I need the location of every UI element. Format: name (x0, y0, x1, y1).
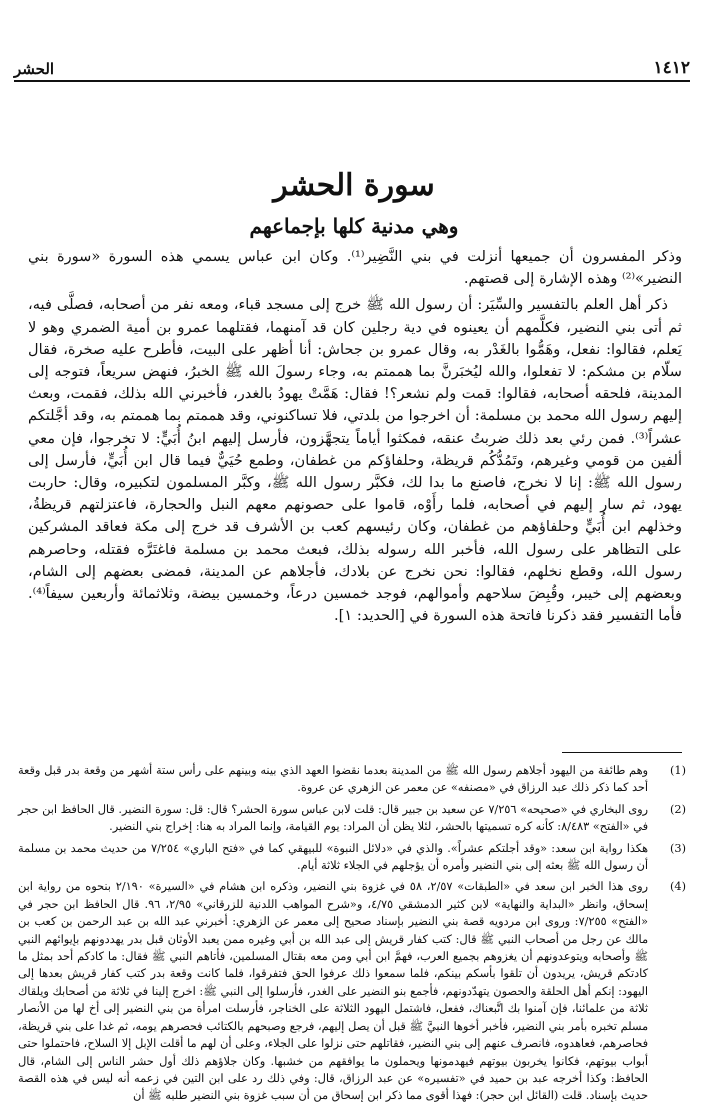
surah-title: سورة الحشر (273, 168, 435, 203)
surah-subtitle: وهي مدنية كلها بإجماعهم (249, 214, 459, 238)
footnote-text: روى البخاري في «صحيحه» ٧/٢٥٦ عن سعيد بن جبير قال: قلت لابن عباس سورة الحشر؟ قال: قل: سورة النضير. قال الحافظ ابن حجر في «الفتح» ٨/٤٨٣: كأنه كره تسميتها بالحشر، لئلا يظن أن المراد: يوم القيامة، وإنما المراد به هنا: إخراج بني النضير. (18, 802, 648, 834)
footnote (18, 762, 686, 797)
footnote-text: روى هذا الخبر ابن سعد في «الطبقات» ٢/٥٧، ٥٨ في غزوة بني النضير، وذكره ابن هشام في «السيرة» ٢/١٩٠ بنحوه من رواية ابن إسحاق، وانظر «البداية والنهاية» لابن كثير الدمشقي ٤/٧٥، و«شرح المواهب اللدنية للزرقاني» ٢/٩٥، ٩٦. قال الحافظ ابن حجر في «الفتح» ٧/٢٥٥: وروى ابن مردويه قصة بني النضير بإسناد صحيح إلى معمر عن الزهري: أخبرني عبد الله بن عبد الرحمن بن كعب بن مالك عن رجل من أصحاب النبي ﷺ قال: كتب كفار قريش إلى عبد الله بن أبي وغيره ممن يعبد الأوثان قبل بدر يهددونهم بإيوائهم النبي ﷺ وأصحابه ويتوعدونهم أن يغزوهم بجميع العرب، فهمَّ ابن أبي ومن معه بقتال المسلمين، فأتاهم النبي ﷺ فقال: ما كادكم أحد بمثل ما كادتكم قريش، يريدون أن تلقوا بأسكم بينكم، فلما سمعوا ذلك عرفوا الحق فتفرقوا، فلما كانت وقعة بدر كتب كفار قريش بعدها إلى اليهود: إنكم أهل الحلقة والحصون يتهدّدونهم، فأجمع بنو النضير على الغدر، فأرسلوا إلى النبي ﷺ: اخرج إلينا في ثلاثة من أصحابك ويلقاك ثلاثة من علمائنا، فإن آمنوا بك اتَّبعناك، ففعل، فاشتمل اليهود الثلاثة على الخناجر، فأرسلت امرأة من بني النضير إلى أخ لها من الأنصار مسلم تخبره بأمر بني النضير، فأخبر أخوها النبيَّ ﷺ قبل أن يصل إليهم، فرجع وصبحهم بالكتائب فحصرهم يومه، ثم غدا على بني قريظة، فحاصرهم، فعاهدوه، فانصرف عنهم إلى بني النضير، فقاتلهم حتى نزلوا على الجلاء، وعلى أن لهم ما أقلت الإبل إلا السلاح، فاحتملوا حتى أبواب بيوتهم، فكانوا يخربون بيوتهم فيهدمونها ويحملون ما يوافقهم من خشبها. وكان جلاؤهم ذلك أول حشر الناس إلى الشام، قال الحافظ: وكذا أخرجه عبد بن حميد في «تفسيره» عن عبد الرزاق، قال: وفي ذلك رد على ابن التين في زعمه أنه ليس في هذه القصة حديث بإسناد. قلت (القائل ابن حجر): فهذا أقوى مما ذكر ابن إسحاق من أن سبب غزوة بني النضير طلبه ﷺ أن (18, 880, 648, 1103)
chapter-name: الحشر (14, 60, 55, 78)
footnote-text: هكذا رواية ابن سعد: «وقد أجلتكم عشراً». والذي في «دلائل النبوة» للبيهقي كما في «فتح الباري» ٧/٢٥٤ من حديث محمد بن مسلمة أن رسول الله ﷺ بعثه إلى بني النضير وأمره أن يؤجلهم في الجلاء ثلاثة أيام. (18, 841, 648, 873)
header-rule (14, 80, 690, 82)
footnote (18, 840, 686, 875)
footnote-number: (1) (669, 764, 686, 777)
page-header (14, 56, 690, 78)
footnote-text: وهم طائفة من اليهود أجلاهم رسول الله ﷺ من المدينة بعدما نقضوا العهد الذي بينه وبينهم على رأس ستة أشهر من وقعة بدر قبل وقعة أحد كما ذكر ذلك عبد الرزاق في «مصنفه» عن معمر عن الزهري عن عروة. (18, 764, 648, 795)
page-number: ١٤١٢ (653, 58, 690, 78)
footnote-number: (2) (669, 802, 686, 816)
main-text (28, 246, 682, 627)
footnote-number: (3) (669, 841, 686, 855)
intro-paragraph: وذكر المفسرون أن جميعها أنزلت في بني النَّضِير⁽¹⁾. وكان ابن عباس يسمي هذه السورة «سورة بني النضير»⁽²⁾ وهذه الإشارة إلى قصتهم. (28, 248, 682, 288)
footnotes (18, 762, 686, 1109)
footnote (18, 801, 686, 836)
footnote (18, 878, 686, 1104)
footnote-number: (4) (669, 880, 686, 894)
footnote-separator (562, 752, 682, 753)
narrative-paragraph: ذكر أهل العلم بالتفسير والسِّيَر: أن رسول الله ﷺ خرج إلى مسجد قباء، ومعه نفر من أصحابه، فصلَّى فيه، ثم أتى بني النضير، فكلَّمهم أن يعينوه في دية رجلين كان قد آمنهما، فقتلهما عمرو بن أمية الضمري وهو لا يَعلم، فقالوا: نفعل، وهَمُّوا بالغَدْر به، وقال عمرو بن جحاش: أنا أظهر على البيت، فأطرح عليه صخرة، فقال سلّام بن مشكم: لا تفعلوا، والله ليُخبَرنَّ بما هممتم به، وجاء رسولَ الله ﷺ الخبرُ، فنهض سريعاً، فتوجه إلى المدينة، فلحقه أصحابه، فقالوا: قمت ولم نشعر؟! فقال: هَمَّتْ يهودُ بالغدر، فأخبرني الله بذلك، فقمت، وبعث إليهم رسول الله محمد بن مسلمة: أن اخرجوا من بلدتي، فلا تساكنوني، وقد هممتم بما هممتم به، وقد أجَّلتكم عشراً⁽³⁾. فمن رئي بعد ذلك ضربتُ عنقه، فمكثوا أياماً يتجهَّزون، فأرسل إليهم ابنُ أُبَيٍّ: لا تخرجوا، فإن معي ألفين من قومي وغيرهم، وتَمُدُّكُم قريظة، وحلفاؤكم من غطفان، وطمع حُيَيٌّ فيما قال ابن أُبَيٍّ، فأرسل إلى رسول الله ﷺ: إنا لا نخرج، فاصنع ما بدا لك، فكبَّر رسول الله ﷺ، وكبَّر المسلمون لتكبيره، وقال: حاربت يهود، ثم سار إليهم في أصحابه، فلما رأَوْه، قاموا على حصونهم معهم النبل والحجارة، فاعتزلتهم قريظةُ، وخذلهم ابن أُبَيٍّ وحلفاؤهم من غطفان، وكان رئيسهم كعب بن الأشرف قد خرج إلى مكة فعاقد المشركين على التظاهر على رسول الله، فأخبر الله رسوله بذلك، فبعث محمد بن مسلمة فاغتَرَّه فقتله، وحاصرهم رسول الله، وقطع نخلهم، فقالوا: نحن نخرج عن بلادك، فأجلاهم عن المدينة، فمضى بعضهم إلى الشام، وبعضهم إلى خيبر، وقُبِضَ سلاحهم وأموالهم، فوجد خمسين درعاً، وخمسين بيضة، وثلاثمائة وأربعين سيفاً⁽⁴⁾. فأما التفسير فقد ذكرنا فاتحة هذه السورة في [الحديد: ١]. (28, 296, 682, 625)
